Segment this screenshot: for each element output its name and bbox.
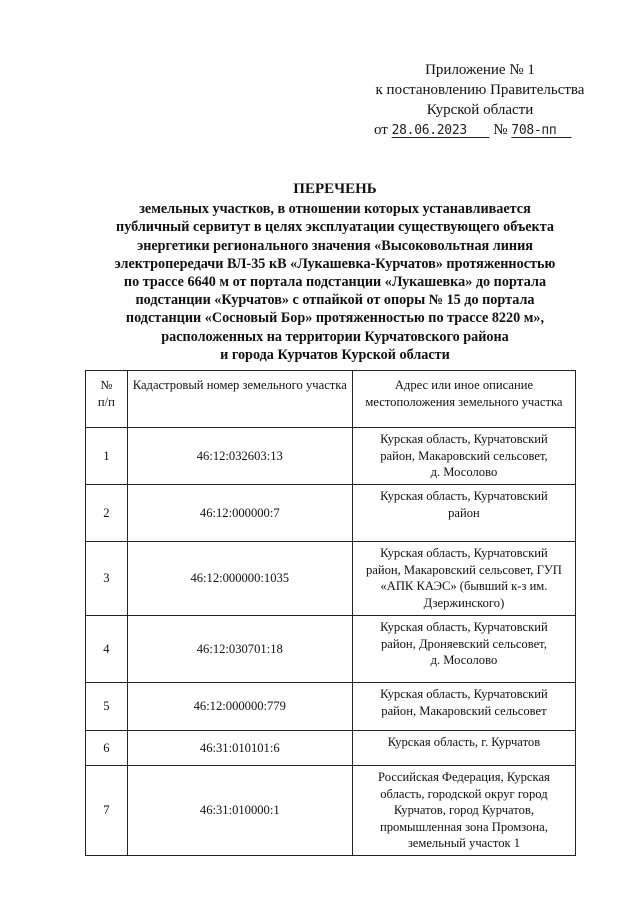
table-row bbox=[86, 766, 576, 856]
address-line: Курская область, Курчатовский bbox=[380, 687, 548, 701]
address-line: д. Мосолово bbox=[430, 653, 498, 667]
title-line: расположенных на территории Курчатовского района bbox=[161, 328, 509, 345]
address-line: район, Макаровский сельсовет, bbox=[380, 448, 548, 463]
row-number: 3 bbox=[86, 542, 128, 616]
address-line: Курская область, Курчатовский bbox=[380, 432, 548, 446]
title-line: электропередачи ВЛ-35 кВ «Лукашевка-Курчатов» протяженностью bbox=[114, 255, 556, 272]
table-row bbox=[86, 485, 576, 542]
decree-reference: к постановлению Правительства bbox=[375, 82, 585, 98]
cadastral-number: 46:31:010101:6 bbox=[127, 731, 352, 766]
address-line: Дзержинского) bbox=[423, 595, 505, 610]
address-line: д. Мосолово bbox=[430, 465, 498, 479]
header-cadastral: Кадастровый номер земельного участка bbox=[127, 371, 352, 428]
title-line: энергетики регионального значения «Высоковольтная линия bbox=[137, 237, 533, 254]
row-number: 5 bbox=[86, 683, 128, 731]
appendix-number: Приложение № 1 bbox=[425, 62, 535, 78]
region-name: Курской области bbox=[426, 102, 534, 118]
plot-address bbox=[352, 616, 575, 683]
address-line: район bbox=[448, 505, 480, 520]
decree-number: 708-пп bbox=[511, 123, 557, 138]
table-row bbox=[86, 616, 576, 683]
date-underline-gap bbox=[467, 123, 490, 138]
title-line: подстанции «Курчатов» с отпайкой от опоры № 15 до портала bbox=[135, 292, 535, 309]
number-underline-gap bbox=[556, 123, 571, 138]
title-line: по трассе 6640 м от портала подстанции «Лукашевка» до портала bbox=[123, 274, 547, 291]
land-plots-table bbox=[85, 370, 576, 856]
header-number-symbol: № bbox=[100, 378, 113, 392]
address-line: Курчатов, город Курчатов, bbox=[393, 803, 535, 817]
address-line: Курская область, Курчатовский bbox=[380, 546, 548, 560]
address-line: район, Макаровский сельсовет bbox=[381, 703, 547, 718]
row-number: 4 bbox=[86, 616, 128, 683]
cadastral-number: 46:31:010000:1 bbox=[127, 766, 352, 856]
address-line: промышленная зона Промзона, bbox=[379, 819, 548, 834]
title-line: публичный сервитут в целях эксплуатации существующего объекта bbox=[116, 219, 554, 236]
plot-address bbox=[352, 485, 575, 542]
title-line: и города Курчатов Курской области bbox=[220, 346, 450, 363]
cadastral-number: 46:12:000000:7 bbox=[127, 485, 352, 542]
approval-block bbox=[360, 60, 600, 141]
address-line: «АПК КАЭС» (бывший к-з им. bbox=[380, 579, 548, 593]
title-line: земельных участков, в отношении которых устанавливается bbox=[139, 201, 531, 218]
title-block bbox=[70, 180, 600, 364]
header-address: Адрес или иное описание местоположения земельного участка bbox=[352, 371, 575, 428]
plot-address bbox=[352, 542, 575, 616]
title-line: подстанции «Сосновый Бор» протяженностью по трассе 8220 м», bbox=[125, 310, 545, 327]
row-number: 6 bbox=[86, 731, 128, 766]
row-number: 1 bbox=[86, 428, 128, 485]
address-line: земельный участок 1 bbox=[407, 836, 521, 850]
number-prefix: № bbox=[493, 122, 508, 138]
plot-address bbox=[352, 766, 575, 856]
document-heading: ПЕРЕЧЕНЬ bbox=[293, 181, 377, 197]
cadastral-number: 46:12:030701:18 bbox=[127, 616, 352, 683]
plot-address bbox=[352, 683, 575, 731]
table-row bbox=[86, 542, 576, 616]
date-prefix: от bbox=[374, 122, 388, 138]
table-header-row bbox=[86, 371, 576, 428]
address-line: район, Дроняевский сельсовет, bbox=[380, 636, 547, 651]
cadastral-number: 46:12:000000:1035 bbox=[127, 542, 352, 616]
decree-date: 28.06.2023 bbox=[391, 123, 467, 138]
header-number-label: п/п bbox=[97, 394, 115, 409]
header-number bbox=[86, 371, 128, 428]
address-line: область, городской округ город bbox=[380, 786, 548, 801]
table-row bbox=[86, 731, 576, 766]
address-line: район, Макаровский сельсовет, ГУП bbox=[365, 562, 562, 577]
plot-address bbox=[352, 428, 575, 485]
row-number: 2 bbox=[86, 485, 128, 542]
row-number: 7 bbox=[86, 766, 128, 856]
plot-address bbox=[352, 731, 575, 766]
cadastral-number: 46:12:000000:779 bbox=[127, 683, 352, 731]
table-row bbox=[86, 683, 576, 731]
address-line: Курская область, Курчатовский bbox=[380, 489, 548, 503]
address-line: Курская область, Курчатовский bbox=[380, 620, 548, 634]
decree-date-line bbox=[360, 120, 600, 141]
table-row bbox=[86, 428, 576, 485]
cadastral-number: 46:12:032603:13 bbox=[127, 428, 352, 485]
address-line: Российская Федерация, Курская bbox=[378, 770, 550, 784]
address-line: Курская область, г. Курчатов bbox=[387, 735, 541, 749]
